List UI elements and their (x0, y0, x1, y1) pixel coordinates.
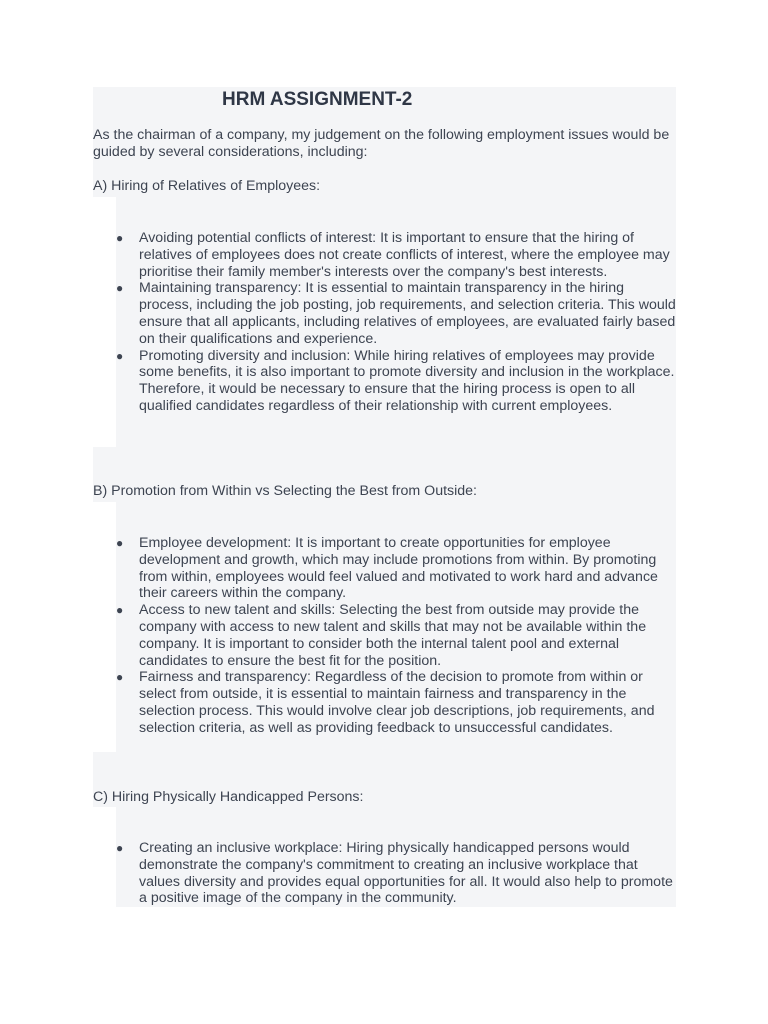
bullet-icon: ● (116, 603, 124, 618)
section-heading-b: B) Promotion from Within vs Selecting the Best from Outside: (93, 483, 477, 499)
bullet-icon: ● (116, 536, 124, 550)
list-item (93, 669, 676, 736)
list-item-text: Promoting diversity and inclusion: While hiring relatives of employees may provide some benefits, it is also important to promote diversity and inclusion in the workplace. Therefore, it would be necessary to ensure that the hiring process is open to all qualified candidates regardless of their relationship with current employees. (139, 347, 675, 414)
list-item-text: Employee development: It is important to create opportunities for employee development and growth, which may include promotions from within. By promoting from within, employees would feel valued and motivated to work hard and advance their careers within the company. (139, 535, 658, 602)
bullet-icon: ● (116, 348, 124, 363)
section-heading-c: C) Hiring Physically Handicapped Persons: (93, 789, 364, 805)
list-item-text: Maintaining transparency: It is essential to maintain transparency in the hiring process, including the job posting, job requirements, and selection criteria. This would ensure that all applicants, including relatives of employees, are evaluated fairly based on their qualifications and experience. (139, 280, 676, 347)
section-heading-a: A) Hiring of Relatives of Employees: (93, 178, 321, 194)
list-item (93, 230, 676, 280)
bullet-list-a (93, 230, 676, 415)
list-item (93, 280, 676, 347)
list-item-text: Creating an inclusive workplace: Hiring physically handicapped persons would demonstrate the company's commitment to creating an inclusive workplace that values diversity and provides equal opportunities for all. It would also help to promote a positive image of the company in the community. (139, 840, 673, 907)
list-item (93, 840, 676, 907)
list-item (93, 535, 676, 602)
list-item (93, 602, 676, 669)
document-page (93, 87, 676, 907)
list-item (93, 348, 676, 415)
bullet-icon: ● (116, 670, 124, 685)
bullet-list-b (93, 535, 676, 737)
bullet-icon: ● (116, 231, 124, 245)
intro-paragraph: As the chairman of a company, my judgement on the following employment issues would be guided by several considerations, including: (93, 127, 670, 160)
document-title: HRM ASSIGNMENT-2 (222, 89, 413, 110)
list-item-text: Fairness and transparency: Regardless of the decision to promote from within or select from outside, it is essential to maintain fairness and transparency in the selection process. This would involve clear job descriptions, job requirements, and selection criteria, as well as providing feedback to unsuccessful candidates. (139, 669, 655, 736)
list-item-text: Access to new talent and skills: Selecting the best from outside may provide the company with access to new talent and skills that may not be available within the company. It is important to consider both the internal talent pool and external candidates to ensure the best fit for the position. (139, 602, 647, 669)
bullet-list-c (93, 840, 676, 907)
bullet-icon: ● (116, 841, 124, 855)
bullet-icon: ● (116, 281, 124, 296)
list-item-text: Avoiding potential conflicts of interest: It is important to ensure that the hiring of relatives of employees does not create conflicts of interest, where the employee may prioritise their family member's interests over the company's best interests. (139, 230, 670, 280)
